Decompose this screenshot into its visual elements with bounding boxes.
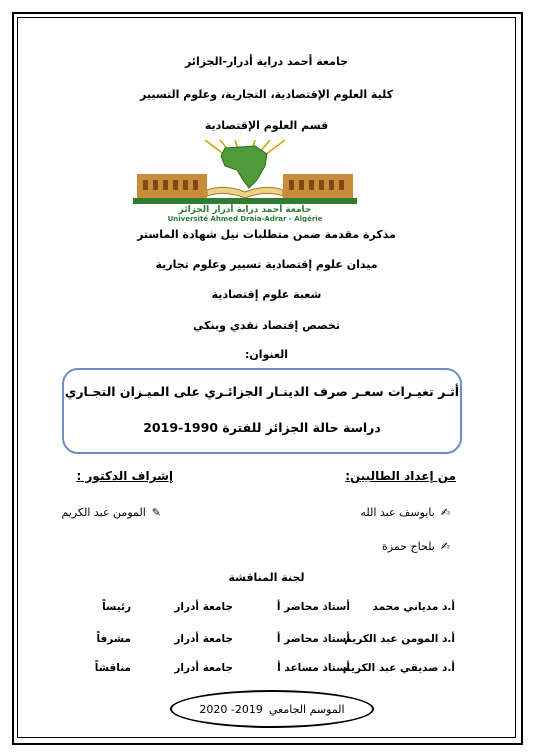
member-1-rank: أستاذ محاضر أ — [276, 601, 350, 613]
logo-latin-text: Université Ahmed Draia-Adrar - Algérie — [167, 215, 323, 222]
pen-writing-icon: ✍ — [440, 506, 450, 519]
student-1-name: بايوسف عبد الله — [360, 506, 435, 519]
thesis-title-box — [62, 368, 462, 454]
member-2-university: جامعة أدرار — [174, 633, 233, 645]
member-3-role: مناقشاً — [94, 662, 131, 674]
university-name: جامعة أحمد دراية أدرار-الجزائر — [184, 55, 349, 68]
students-heading: من إعداد الطالبين: — [345, 469, 456, 483]
member-1-role: رئيساً — [102, 601, 131, 613]
member-3-university: جامعة أدرار — [174, 662, 233, 674]
student-1 — [360, 506, 450, 519]
thesis-title: أثـر تغيـرات سعـر صرف الدينـار الجزائـري على الميـزان التجـاري — [64, 384, 460, 399]
member-2-name: أ.د المومن عبد الكريم — [344, 633, 455, 645]
department-name: قسم العلوم الإقتصادية — [204, 119, 329, 132]
logo-arabic-text: جامعة أحمد دراية أدرار الجزائر — [178, 205, 312, 215]
title-label: العنوان: — [244, 348, 289, 361]
academic-year-label: الموسم الجامعي — [268, 702, 345, 716]
supervisor — [61, 506, 161, 519]
pen-writing-icon: ✍ — [440, 540, 450, 553]
memo-branch: شعبة علوم إقتصادية — [211, 288, 322, 301]
university-logo — [125, 140, 365, 222]
memo-specialty: تخصص إقتصاد نقدي وبنكي — [193, 319, 340, 332]
faculty-name: كلية العلوم الإقتصادية، التجارية، وعلوم التسيير — [140, 88, 393, 101]
academic-year-oval — [170, 690, 374, 728]
memo-type: مذكرة مقدمة ضمن متطلبات نيل شهادة الماستر — [137, 228, 396, 241]
student-2-name: بلحاج حمزة — [382, 540, 435, 553]
member-2-rank: أستاذ محاضر أ — [276, 633, 350, 645]
thesis-subtitle: دراسة حالة الجزائر للفترة 1990-2019 — [143, 420, 381, 435]
student-2 — [382, 540, 450, 553]
member-2-role: مشرفاً — [96, 633, 131, 645]
supervisor-name: المومن عبد الكريم — [61, 506, 146, 519]
pencil-icon: ✎ — [151, 506, 161, 519]
academic-year-value: 2019- 2020 — [199, 702, 263, 716]
member-3-rank: أستاذ مساعد أ — [277, 662, 350, 674]
member-1-university: جامعة أدرار — [174, 601, 233, 613]
member-1-name: أ.د مدياني محمد — [372, 601, 455, 613]
supervisor-heading: إشراف الدكتور : — [76, 469, 173, 483]
committee-heading: لجنة المناقشة — [228, 571, 305, 584]
memo-field: ميدان علوم إقتصادية تسيير وعلوم تجارية — [155, 258, 378, 271]
member-3-name: أ.د صديقي عبد الكريم — [342, 662, 455, 674]
